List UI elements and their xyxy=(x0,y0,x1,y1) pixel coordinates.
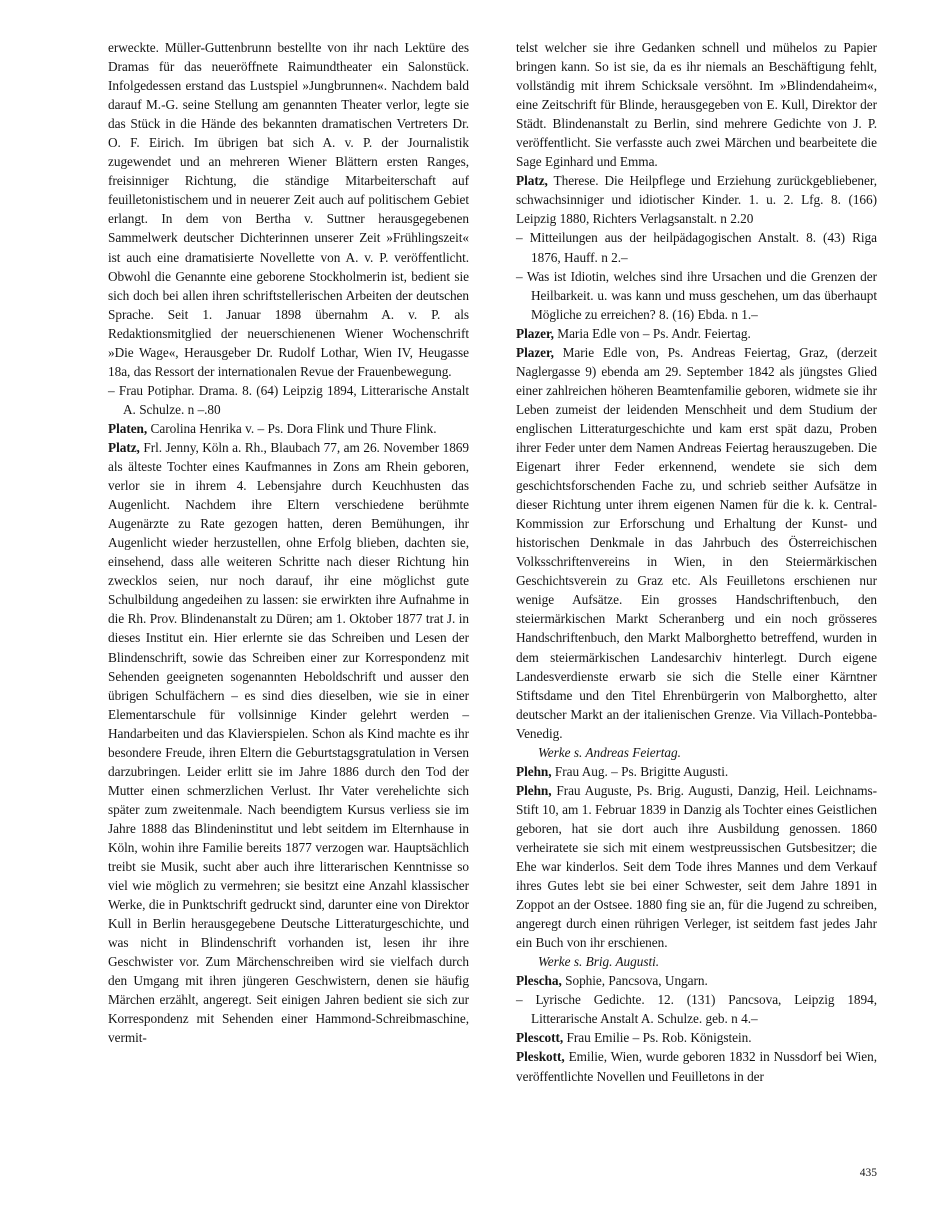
work-list-item: – Frau Potiphar. Drama. 8. (64) Leipzig 1894, Litterarische Anstalt A. Schulze. n –.80 xyxy=(108,382,469,417)
work-list-item: – Was ist Idiotin, welches sind ihre Ursachen und die Grenzen der Heilbarkeit. u. was kann und muss geschehen, um das überhaupt Mögliche zu erreichen? 8. (16) Ebda. n 1.– xyxy=(516,268,877,322)
entry-headword: Plazer, xyxy=(516,325,554,341)
entry-headword: Platen, xyxy=(108,420,148,436)
lexicon-entry: Plazer, Maria Edle von – Ps. Andr. Feiertag. xyxy=(516,325,751,341)
lexicon-entry: Plehn, Frau Aug. – Ps. Brigitte Augusti. xyxy=(516,763,729,779)
lexicon-entry: Plehn, Frau Auguste, Ps. Brig. Augusti, Danzig, Heil. Leichnams-Stift 10, am 1. Februar 1839 in Danzig als Tochter eines Geistlichen geboren, hat sie dort auch ihre Ausbildung genossen. 1860 verheiratete sie sich mit einem westpreussischen Gutsbesitzer; die Ehe war kinderlos. Seit dem Tode ihres Mannes und dem Verkauf ihres Gutes lebt sie bei einer Schwester, seit dem Jahre 1891 in Zoppot an der Ostsee. 1880 fing sie an, für die Jugend zu schreiben, angeregt durch einen rührigen Verleger, ist seitdem fast jedes Jahr ein Buch von ihr erschienen. xyxy=(516,782,877,951)
lexicon-entry: Platz, Frl. Jenny, Köln a. Rh., Blaubach 77, am 26. November 1869 als älteste Tochter eines Kaufmannes in Zons am Rhein geboren, verlor sie in ihrem 4. Lebensjahre durch Keuchhusten das Augenlicht. Nachdem ihre Eltern verschiedene berühmte Augenärzte zu Rate gezogen hatten, deren Bemühungen, ihr Augenlicht wieder herzustellen, ohne Erfolg blieben, dachten sie, einsehend, dass alle weiteren Schritte nach dieser Richtung hin zwecklos seien, nur noch darauf, ihr eine möglichst gute Schulbildung angedeihen zu lassen: sie erwirkten ihre Aufnahme in die Rh. Prov. Blindenanstalt zu Düren; am 1. Oktober 1877 trat J. in dieses Institut ein. Hier erlernte sie das Schreiben und Lesen der Blindenschrift, sowie das Schreiben einer zur Korrespondenz mit Sehenden geeigneten sogenannten Heboldschrift und ausser den übrigen Schulfächern – es sind dies dieselben, wie sie in einer Elementarschule für vollsinnige Kinder gelehrt werden – Handarbeiten und das Klavierspielen. Schon als Kind machte es ihr besondere Freude, ihren Eltern die Geburtstagsgratulation in Versen darzubringen. Leider erlitt sie im Jahre 1886 durch den Tod der Mutter einen schmerzlichen Verlust. Ihr Vater verehelichte sich später zum zweitenmale. Nach beendigtem Kursus verliess sie im Jahre 1888 das Blindeninstitut und lebt seitdem im Elternhause in Köln, wohin ihre Familie bereits 1877 verzogen war. Hauptsächlich treibt sie Musik, sucht aber auch ihre litterarischen Kenntnisse so viel wie möglich zu vermehren; sie besitzt eine Anzahl klassischer Werke, die in Punktschrift gedruckt sind, darunter eine von Direktor Kull in Berlin herausgegebene Deutsche Litteraturgeschichte, und was nicht in Blindenschrift vorhanden ist, lesen ihr ihre Geschwister vor. Zum Märchenschreiben wird sie vielfach durch den Umgang mit ihren jüngeren Geschwistern, denen sie häufig Märchen erzählt, angeregt. Seit einigen Jahren bedient sie sich zur Korrespondenz mit Sehenden einer Hammond-Schreibmaschine, vermit- xyxy=(108,439,469,1046)
work-list-item: – Mitteilungen aus der heilpädagogischen Anstalt. 8. (43) Riga 1876, Hauff. n 2.– xyxy=(516,230,877,265)
lexicon-entry: Plescott, Frau Emilie – Ps. Rob. Königstein. xyxy=(516,1030,752,1046)
lexicon-entry: Plazer, Marie Edle von, Ps. Andreas Feiertag, Graz, (derzeit Naglergasse 9) ebenda am 29. September 1842 als jüngstes Glied einer zahlreichen höheren Beamtenfamilie geboren, widmete sie ihr Leben zumeist der leidenden Menschheit und dem Studium der englischen Litteraturgeschichte und kam erst spät dazu, Proben ihrer Feder unter dem Namen Andreas Feiertag herauszugeben. Die Eigenart ihrer Feder erkennend, wendete sie sich dem geschichtsforschenden Fache zu, und schrieb seither Aufsätze in dieser Richtung unter ihrem eigenen Namen für die k. k. Central-Kommission zur Erforschung und Erhaltung der Kunst- und historischen Denkmale in das Jahrbuch des Österreichischen Volksschriftenvereins in Wien, in den Steiermärkischen Geschichtsverein zu Graz etc. Als Feuilletons erschienen nur wenige Aufsätze. Ein grosses Handschriftenbuch, den steiermärkischen Markt Scheranberg und ein noch grösseres Handschriftenbuch, den Markt Malborghetto betreffend, wurden in dem steiermärkischen Landesarchiv hinterlegt. Durch eigene Landesverdienste erwarb sie sich die Stelle einer Kärntner Stiftsdame und den Titel Ehrenbürgerin von Malborghetto, alter deutscher Markt an der italienischen Grenze. Via Villach-Pontebba-Venedig. xyxy=(516,344,877,741)
entry-headword: Plescott, xyxy=(516,1030,564,1046)
text-columns xyxy=(108,38,877,1086)
entry-headword: Plescha, xyxy=(516,973,562,989)
lexicon-entry: Platz, Therese. Die Heilpflege und Erziehung zurückgebliebener, schwachsinniger und idiotischer Kinder. 1. u. 2. Lfg. 8. (166) Leipzig 1880, Richters Verlagsanstalt. n 2.20 xyxy=(516,173,877,227)
works-reference: Werke s. Andreas Feiertag. xyxy=(538,744,681,760)
lexicon-entry: Plescha, Sophie, Pancsova, Ungarn. xyxy=(516,973,708,989)
entry-continuation: telst welcher sie ihre Gedanken schnell und mühelos zu Papier bringen kann. So ist sie, da es ihr niemals an Beschäftigung fehlt, vollständig mit ihrem Schicksale versöhnt. Im »Blindendaheim«, eine Zeitschrift für Blinde, herausgegeben von E. Kull, Direktor der Städt. Blindenanstalt zu Berlin, sind mehrere Gedichte von J. P. veröffentlicht. Sie verfasste auch zwei Märchen und bearbeitete die Sage Eginhard und Emma. xyxy=(516,40,877,170)
work-list-item: – Lyrische Gedichte. 12. (131) Pancsova, Leipzig 1894, Litterarische Anstalt A. Schulze. geb. n 4.– xyxy=(516,992,877,1027)
works-reference: Werke s. Brig. Augusti. xyxy=(538,954,660,970)
entry-headword: Plehn, xyxy=(516,782,552,798)
right-column xyxy=(516,38,877,1086)
lexicon-entry: Pleskott, Emilie, Wien, wurde geboren 1832 in Nussdorf bei Wien, veröffentlichte Novellen und Feuilletons in der xyxy=(516,1049,877,1084)
entry-headword: Platz, xyxy=(108,439,140,455)
entry-headword: Platz, xyxy=(516,173,548,189)
page-number: 435 xyxy=(859,1167,877,1179)
entry-headword: Plehn, xyxy=(516,763,552,779)
entry-continuation: erweckte. Müller-Guttenbrunn bestellte von ihr nach Lektüre des Dramas für das neueröffnete Raimundtheater ein Salonstück. Infolgedessen erstand das Lustspiel »Jungbrunnen«. Nachdem bald darauf M.-G. seine Stellung am genannten Theater verlor, legte sie das Stück in die Hände des bekannten dramatischen Vertreters Dr. O. F. Eirich. Im übrigen bat sich A. v. P. der Journalistik zugewendet und an mehreren Wiener Blättern ersten Ranges, freisinniger Richtung, die ständige Mitarbeiterschaft auf feuilletonistischem und in neuerer Zeit auch auf politischem Gebiet erlangt. In dem von Bertha v. Suttner herausgegebenen Sammelwerk deutscher Dichterinnen unserer Zeit »Frühlingszeit« ist auch eine dramatisierte Novellette von A. v. P. veröffentlicht. Obwohl die Genannte eine geborene Stockholmerin ist, bedient sie sich doch bei allen ihren schriftstellerischen Arbeiten der deutschen Sprache. Seit 1. Januar 1898 übernahm A. v. P. als Redaktionsmitglied der neuerschienenen Wiener Wochenschrift »Die Wage«, Herausgeber Dr. Rudolf Lothar, Wien IV, Heugasse 18a, das Ressort der internationalen Revue der Frauenbewegung. xyxy=(108,40,469,379)
lexicon-entry: Platen, Carolina Henrika v. – Ps. Dora Flink und Thure Flink. xyxy=(108,420,437,436)
entry-headword: Plazer, xyxy=(516,344,554,360)
left-column xyxy=(108,38,469,1086)
entry-headword: Pleskott, xyxy=(516,1049,565,1065)
